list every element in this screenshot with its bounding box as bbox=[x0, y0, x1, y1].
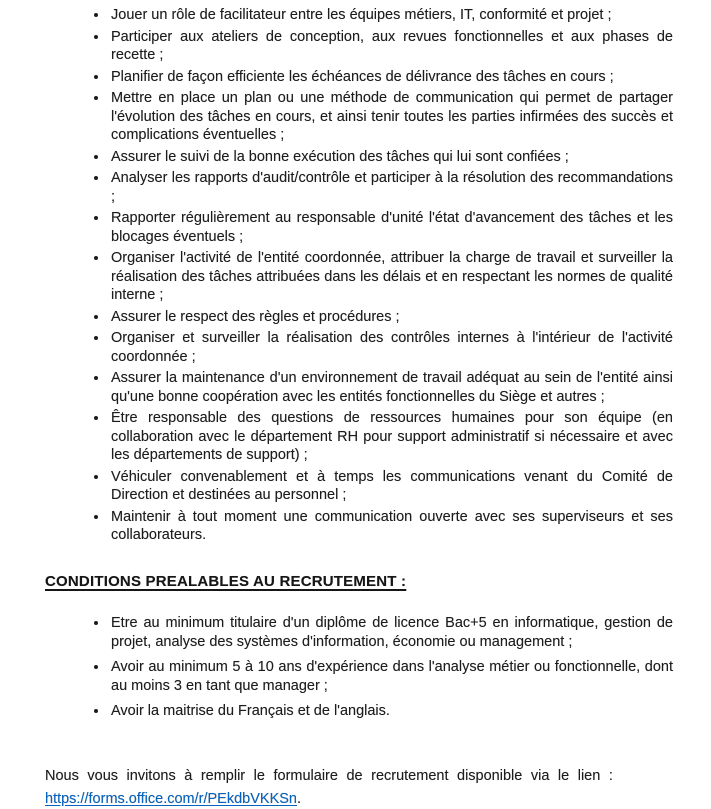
responsibility-item: • Assurer le respect des règles et procédures ; bbox=[109, 308, 673, 327]
responsibilities-list bbox=[45, 6, 673, 545]
condition-item: • Avoir au minimum 5 à 10 ans d'expérience dans l'analyse métier ou fonctionnelle, dont au moins 3 en tant que manager ; bbox=[109, 658, 673, 697]
condition-item: • Etre au minimum titulaire d'un diplôme de licence Bac+5 en informatique, gestion de projet, analyse des systèmes d'information, économie ou management ; bbox=[109, 614, 673, 653]
responsibility-item: • Analyser les rapports d'audit/contrôle et participer à la résolution des recommandations ; bbox=[109, 169, 673, 206]
responsibility-item: • Assurer le suivi de la bonne exécution des tâches qui lui sont confiées ; bbox=[109, 148, 673, 167]
responsibility-item: • Organiser et surveiller la réalisation des contrôles internes à l'intérieur de l'activité coordonnée ; bbox=[109, 329, 673, 366]
closing-paragraph bbox=[45, 765, 673, 809]
responsibility-item: • Organiser l'activité de l'entité coordonnée, attribuer la charge de travail et surveiller la réalisation des tâches attribuées dans les délais et en respectant les normes de qualité interne ; bbox=[109, 249, 673, 305]
responsibility-item: • Rapporter régulièrement au responsable d'unité l'état d'avancement des tâches et les blocages éventuels ; bbox=[109, 209, 673, 246]
responsibility-item: • Planifier de façon efficiente les échéances de délivrance des tâches en cours ; bbox=[109, 68, 673, 87]
responsibility-item: • Participer aux ateliers de conception, aux revues fonctionnelles et aux phases de recette ; bbox=[109, 28, 673, 65]
conditions-list bbox=[45, 614, 673, 722]
responsibility-item: • Véhiculer convenablement et à temps les communications venant du Comité de Direction et destinées au personnel ; bbox=[109, 468, 673, 505]
closing-period: . bbox=[296, 791, 302, 807]
responsibility-item: • Jouer un rôle de facilitateur entre les équipes métiers, IT, conformité et projet ; bbox=[109, 6, 673, 25]
responsibility-item: • Maintenir à tout moment une communication ouverte avec ses superviseurs et ses collaborateurs. bbox=[109, 508, 673, 545]
responsibility-item: • Être responsable des questions de ressources humaines pour son équipe (en collaboration avec le département RH pour support administratif si nécessaire et avec les départements de support) ; bbox=[109, 409, 673, 465]
recruitment-form-link[interactable]: https://forms.office.com/r/PEkdbVKKSn bbox=[45, 791, 297, 807]
closing-text: Nous vous invitons à remplir le formulaire de recrutement disponible via le lien : bbox=[45, 768, 613, 784]
condition-item: • Avoir la maitrise du Français et de l'anglais. bbox=[109, 702, 673, 722]
responsibility-item: • Mettre en place un plan ou une méthode de communication qui permet de partager l'évolution des tâches en cours, et ainsi tenir toutes les parties infirmées des succès et complications éventuelles ; bbox=[109, 89, 673, 145]
responsibility-item: • Assurer la maintenance d'un environnement de travail adéquat au sein de l'entité ainsi qu'une bonne coopération avec les entités fonctionnelles du Siège et autres ; bbox=[109, 369, 673, 406]
conditions-heading: CONDITIONS PREALABLES AU RECRUTEMENT : bbox=[45, 572, 407, 590]
